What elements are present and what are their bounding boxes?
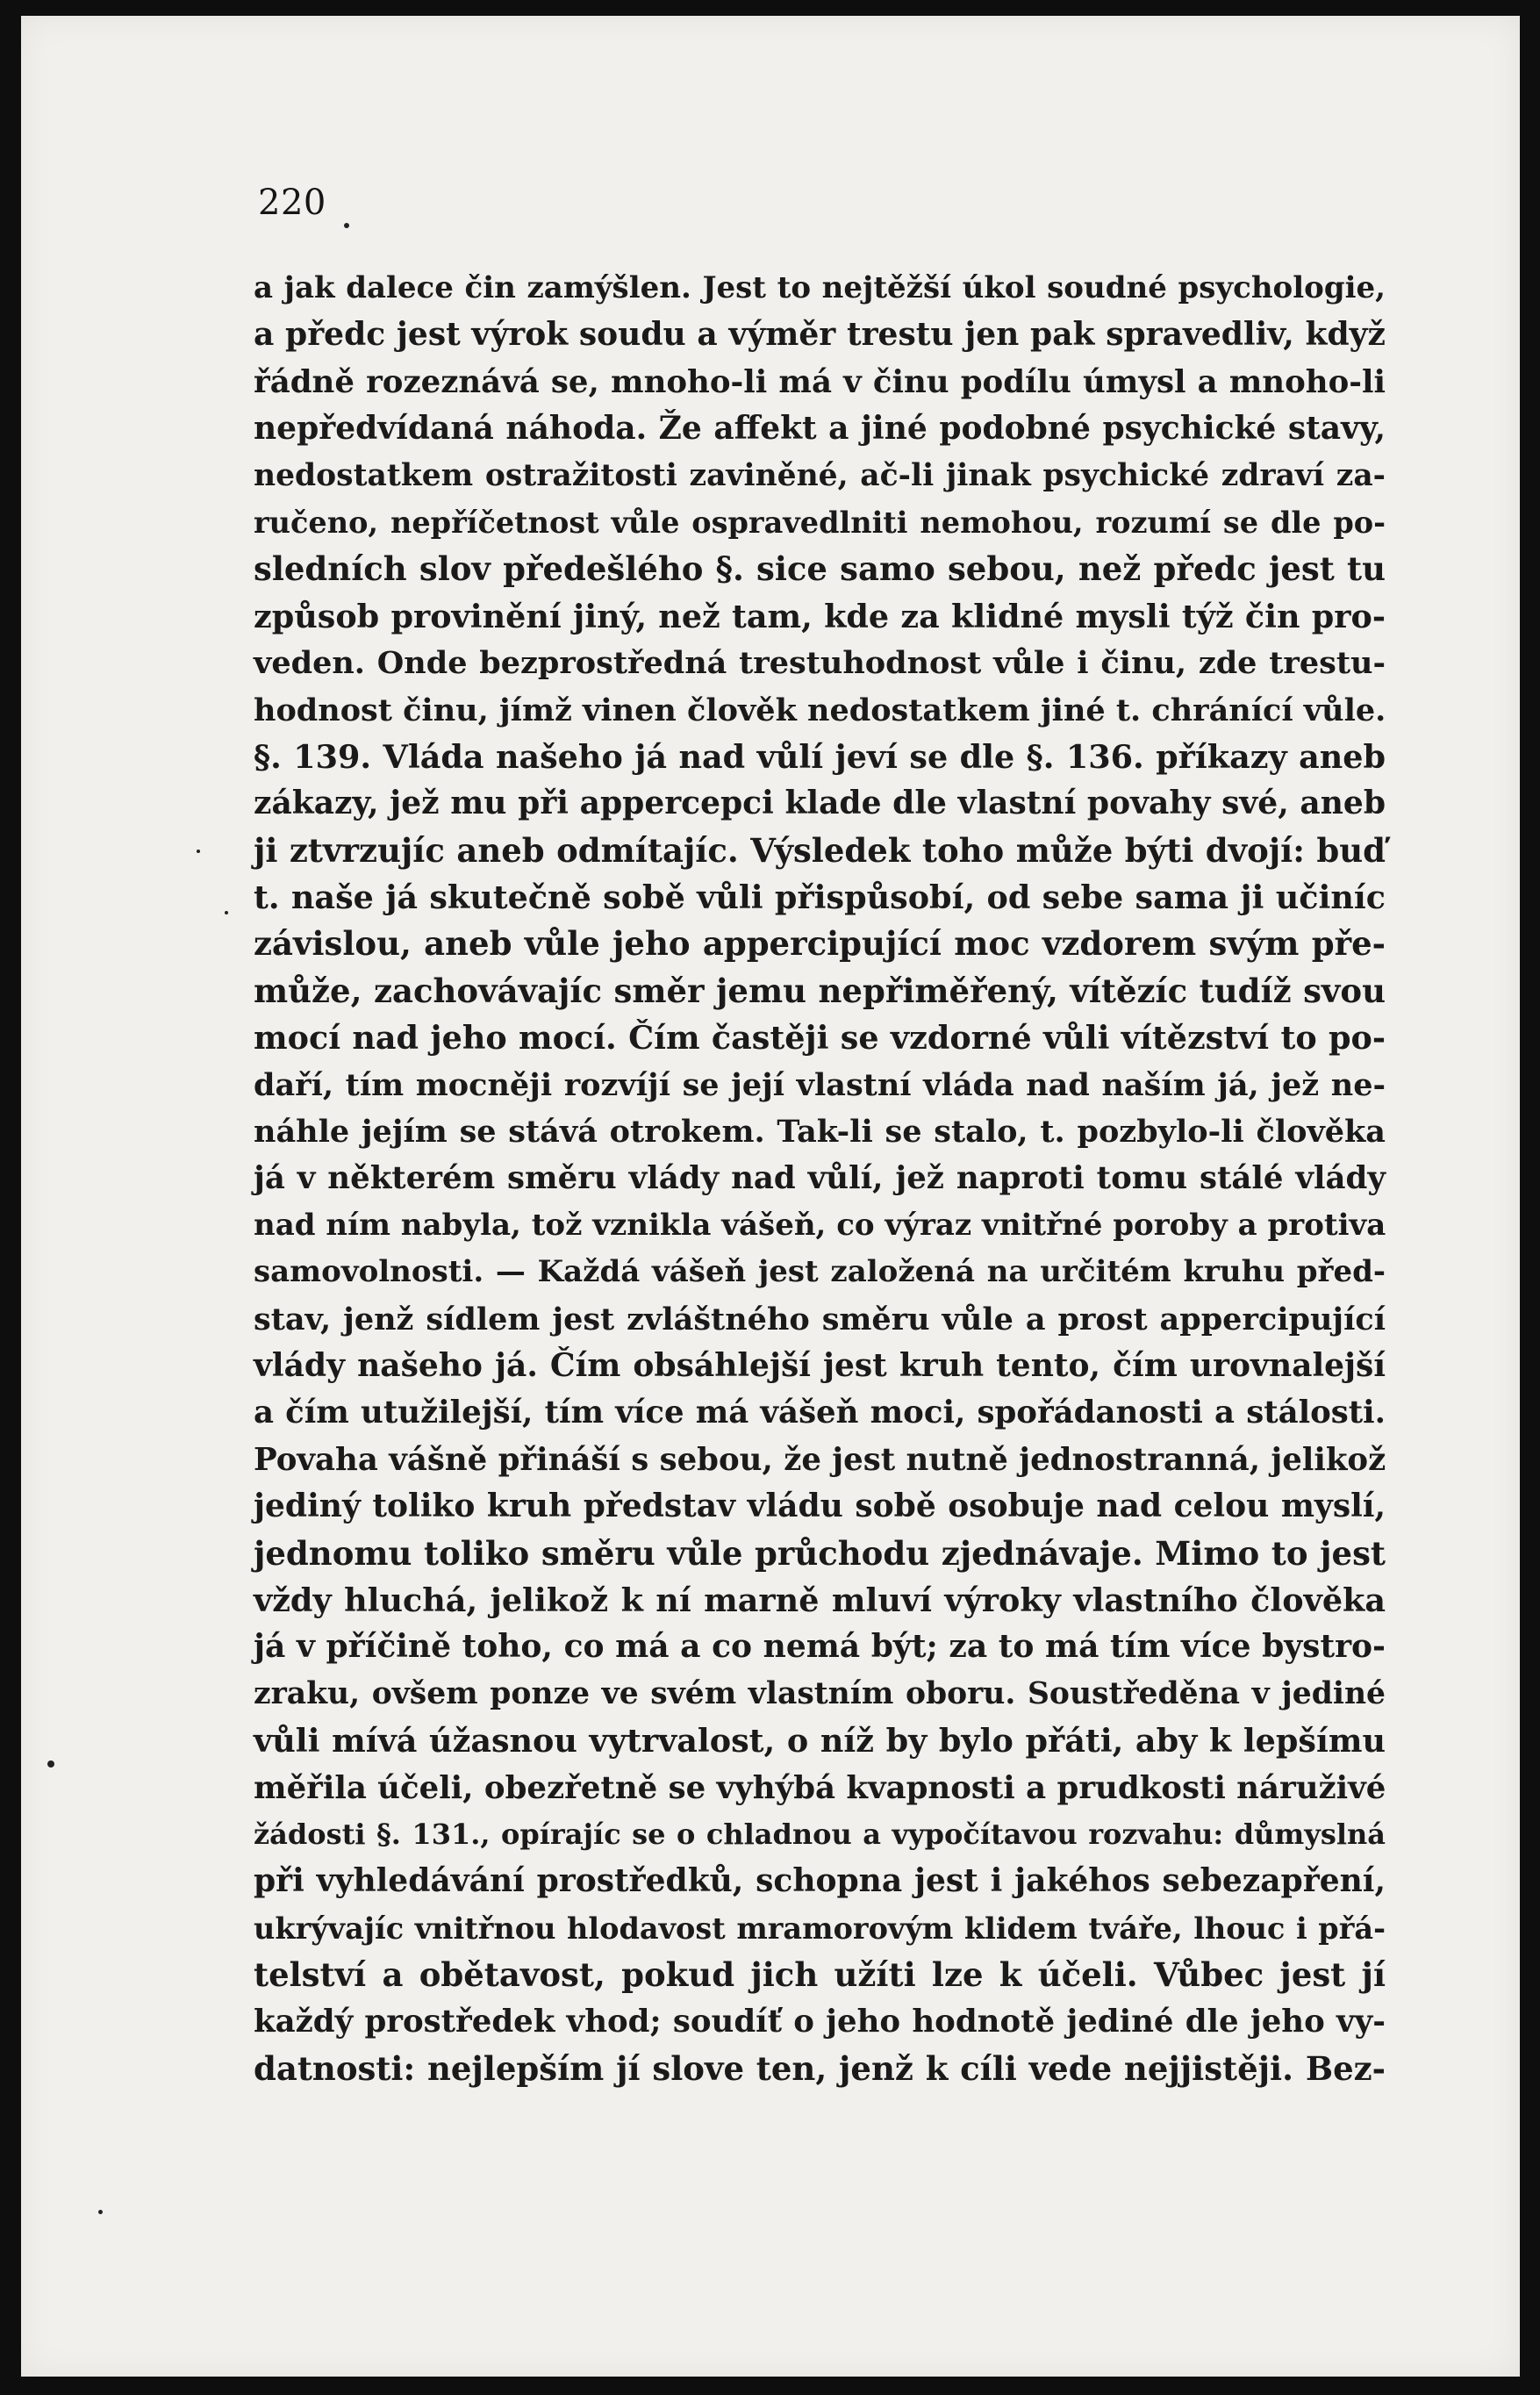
text-line: sledních slov předešlého §. sice samo sebou, než předc jest tu xyxy=(254,549,1386,589)
text-line: řádně rozeznává se, mnoho-li má v činu podílu úmysl a mnoho-li xyxy=(254,363,1386,400)
text-line: a jak dalece čin zamýšlen. Jest to nejtěžší úkol soudné psychologie, xyxy=(254,270,1386,305)
text-line: a předc jest výrok soudu a výměr trestu jen pak spravedliv, když xyxy=(254,316,1386,354)
text-line: nedostatkem ostražitosti zaviněné, ač-li jinak psychické zdraví za- xyxy=(254,457,1386,493)
scan-speck xyxy=(47,1760,54,1768)
body-text xyxy=(254,265,1386,2092)
text-line: nad ním nabyla, tož vznikla vášeň, co výraz vnitřné poroby a protiva xyxy=(254,1207,1386,1243)
text-line: a čím utužilejší, tím více má vášeň moci, spořádanosti a stálosti. xyxy=(254,1395,1386,1431)
text-line: já v některém směru vlády nad vůlí, jež naproti tomu stálé vlády xyxy=(254,1160,1386,1197)
text-line: datnosti: nejlepším jí slove ten, jenž k cíli vede nejjistěji. Bez- xyxy=(254,2048,1386,2088)
scan-speck xyxy=(98,2210,103,2214)
text-line: stav, jenž sídlem jest zvláštného směru vůle a prost appercipující xyxy=(254,1301,1386,1337)
text-line: měřila účeli, obezřetně se vyhýbá kvapnosti a prudkosti náruživé xyxy=(254,1769,1386,1806)
text-line: já v příčině toho, co má a co nemá být; za to má tím více bystro- xyxy=(254,1628,1386,1666)
text-line: ručeno, nepříčetnost vůle ospravedlniti nemohou, rozumí se dle po- xyxy=(254,505,1386,540)
page-number: 220 xyxy=(258,183,326,223)
text-line: zraku, ovšem ponze ve svém vlastním oboru. Soustředěna v jediné xyxy=(254,1675,1386,1711)
text-line: telství a obětavost, pokud jich užíti lze k účeli. Vůbec jest jí xyxy=(254,1955,1386,1995)
text-line: ji ztvrzujíc aneb odmítajíc. Výsledek toho může býti dvojí: buď xyxy=(254,830,1386,870)
text-line: mocí nad jeho mocí. Čím častěji se vzdorné vůli vítězství to po- xyxy=(254,1019,1386,1058)
text-line: ukrývajíc vnitřnou hlodavost mramorovým klidem tváře, lhouc i přá- xyxy=(254,1911,1386,1946)
text-line: náhle jejím se stává otrokem. Tak-li se stalo, t. pozbylo-li člověka xyxy=(254,1114,1386,1151)
text-line: vždy hluchá, jelikož k ní marně mluví výroky vlastního člověka xyxy=(254,1581,1386,1619)
text-line: jediný toliko kruh představ vládu sobě osobuje nad celou myslí, xyxy=(254,1488,1386,1525)
text-line: jednomu toliko směru vůle průchodu zjednávaje. Mimo to jest xyxy=(254,1533,1386,1573)
text-line: zákazy, jež mu při appercepci klade dle vlastní povahy své, aneb xyxy=(254,785,1386,822)
text-line: veden. Onde bezprostředná trestuhodnost vůle i činu, zde trestu- xyxy=(254,645,1386,682)
text-line: může, zachovávajíc směr jemu nepřiměřený, vítězíc tudíž svou xyxy=(254,971,1386,1010)
text-line: t. naše já skutečně sobě vůli přispůsobí, od sebe sama ji učiníc xyxy=(254,878,1386,917)
text-line: vlády našeho já. Čím obsáhlejší jest kruh tento, čím urovnalejší xyxy=(254,1346,1386,1384)
text-line: §. 139. Vláda našeho já nad vůlí jeví se dle §. 136. příkazy aneb xyxy=(254,737,1386,776)
scan-speck xyxy=(344,223,349,228)
text-line: při vyhledávání prostředků, schopna jest i jakéhos sebezapření, xyxy=(254,1862,1386,1900)
text-line: způsob provinění jiný, než tam, kde za klidné mysli týž čin pro- xyxy=(254,597,1386,635)
text-line: hodnost činu, jímž vinen člověk nedostatkem jiné t. chránící vůle. xyxy=(254,692,1386,728)
text-line: žádosti §. 131., opírajíc se o chladnou a vypočítavou rozvahu: důmyslná xyxy=(254,1817,1386,1851)
text-line: závislou, aneb vůle jeho appercipující moc vzdorem svým pře- xyxy=(254,924,1386,964)
book-page xyxy=(21,16,1520,2377)
scan-speck xyxy=(225,911,228,914)
text-line: nepředvídaná náhoda. Že affekt a jiné podobné psychické stavy, xyxy=(254,410,1386,448)
text-line: každý prostředek vhod; soudíť o jeho hodnotě jediné dle jeho vy- xyxy=(254,2004,1386,2040)
text-line: vůli mívá úžasnou vytrvalost, o níž by bylo přáti, aby k lepšímu xyxy=(254,1722,1386,1760)
scan-speck xyxy=(197,850,200,853)
text-line: samovolnosti. — Každá vášeň jest založená na určitém kruhu před- xyxy=(254,1254,1386,1290)
text-line: daří, tím mocněji rozvíjí se její vlastní vláda nad naším já, jež ne- xyxy=(254,1066,1386,1103)
text-line: Povaha vášně přináší s sebou, že jest nutně jednostranná, jelikož xyxy=(254,1441,1386,1478)
